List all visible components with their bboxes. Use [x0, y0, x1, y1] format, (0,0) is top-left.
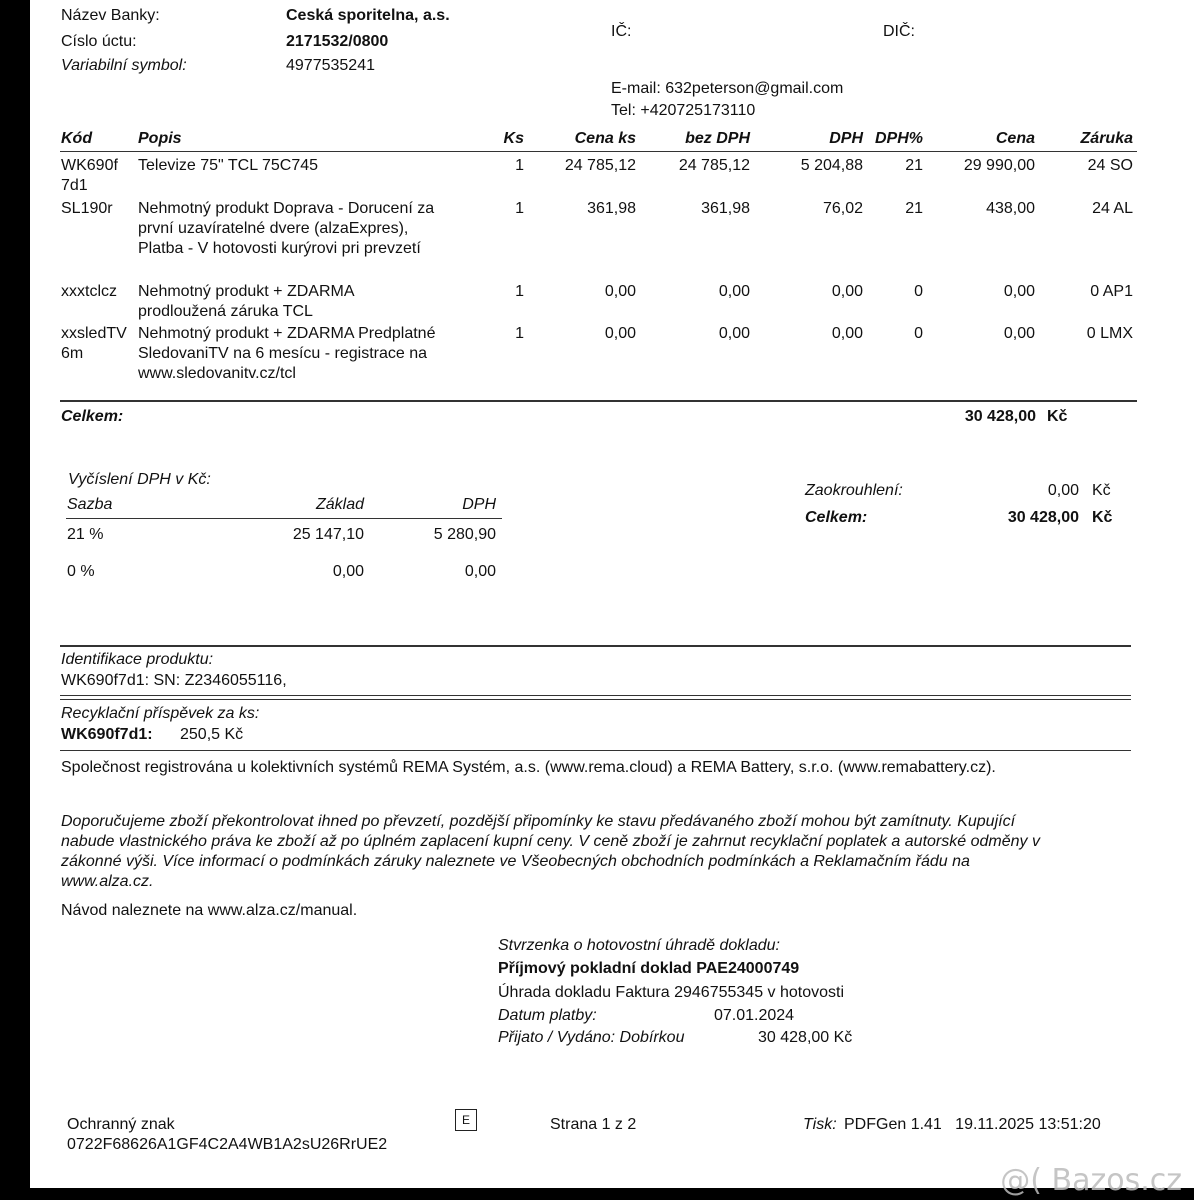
rounding-value: 0,00	[1047, 482, 1079, 499]
account-label: Císlo úctu:	[61, 33, 137, 50]
product-id-value: WK690f7d1: SN: Z2346055116,	[61, 672, 287, 689]
vat-row2-vat: 0,00	[464, 563, 496, 580]
dic-label: DIČ:	[883, 23, 915, 40]
row3-cena-ks: 0,00	[604, 283, 636, 300]
recommend-line-3: zákonné výši. Více informací o podmínkách záruky naleznete ve Všeobecných obchodních podmínkách a Reklamačním řádu na	[61, 853, 970, 870]
bank-name-label: Název Banky:	[61, 7, 160, 24]
vs-value: 4977535241	[286, 57, 375, 74]
vat-row1-base: 25 147,10	[292, 526, 364, 543]
row4-desc: Nehmotný produkt + ZDARMA Predplatné SledovaniTV na 6 mesícu - registrace na www.sledovanitv.cz/tcl	[138, 325, 436, 382]
recycling-code: WK690f7d1:	[61, 726, 153, 743]
receipt-date-label: Datum platby:	[498, 1007, 597, 1024]
row1-code: WK690f 7d1	[61, 157, 118, 194]
row2-ks: 1	[515, 200, 524, 217]
row3-bez-dph: 0,00	[718, 283, 750, 300]
row2-code: SL190r	[61, 200, 113, 217]
summary-total-label: Celkem:	[805, 509, 868, 526]
vat-header-sazba: Sazba	[67, 496, 113, 513]
ic-label: IČ:	[611, 23, 632, 40]
footer-print-value: PDFGen 1.41 19.11.2025 13:51:20	[844, 1116, 1101, 1133]
table-total-currency: Kč	[1047, 408, 1068, 425]
row3-code: xxxtclcz	[61, 283, 117, 300]
vat-row1-rate: 21 %	[67, 526, 104, 543]
row4-code: xxsledTV 6m	[61, 325, 127, 362]
summary-total-currency: Kč	[1092, 509, 1113, 526]
manual-note: Návod naleznete na www.alza.cz/manual.	[61, 902, 358, 919]
footer-mark-value: 0722F68626A1GF4C2A4WB1A2sU26RrUE2	[67, 1136, 388, 1153]
row3-dph-pct: 0	[914, 283, 923, 300]
summary-total-value: 30 428,00	[1007, 509, 1079, 526]
vat-header-rule	[66, 518, 502, 519]
row4-ks: 1	[515, 325, 524, 342]
row2-bez-dph: 361,98	[701, 200, 750, 217]
receipt-received-label: Přijato / Vydáno: Dobírkou	[498, 1029, 685, 1046]
col-header-dph-pct: DPH%	[874, 130, 923, 147]
row4-zaruka: 0 LMX	[1086, 325, 1133, 342]
product-id-bottom-rule-2	[60, 699, 1131, 700]
table-total-label: Celkem:	[61, 408, 124, 425]
recommend-line-1: Doporučujeme zboží překontrolovat ihned po převzetí, pozdější připomínky ke stavu předávaného zboží mohou být zamítnuty. Kupující	[61, 813, 1016, 830]
bazos-watermark: @( Bazos.cz	[1000, 1163, 1182, 1198]
vat-title: Vyčíslení DPH v Kč:	[68, 471, 211, 488]
col-header-popis: Popis	[138, 130, 182, 147]
recycling-value: 250,5 Kč	[180, 726, 244, 743]
row4-dph-pct: 0	[914, 325, 923, 342]
email: E-mail: 632peterson@gmail.com	[611, 80, 844, 97]
row1-dph-pct: 21	[905, 157, 923, 174]
row1-bez-dph: 24 785,12	[678, 157, 750, 174]
col-header-ks: Ks	[503, 130, 524, 147]
row4-dph: 0,00	[831, 325, 863, 342]
footer-page: Strana 1 z 2	[550, 1116, 637, 1133]
col-header-cena: Cena	[995, 130, 1035, 147]
recommend-line-2: nabude vlastnického práva ke zboží až po úplném zaplacení kupní ceny. V ceně zboží je zahrnut recyklační poplatek a autorské odměny v	[61, 833, 1040, 850]
vat-row1-vat: 5 280,90	[433, 526, 496, 543]
recommend-line-4: www.alza.cz.	[61, 873, 154, 890]
row1-cena: 29 990,00	[963, 157, 1035, 174]
col-header-dph: DPH	[829, 130, 863, 147]
rema-note: Společnost registrována u kolektivních systémů REMA Systém, a.s. (www.rema.cloud) a REMA Battery, s.r.o. (www.remabattery.cz).	[61, 759, 996, 776]
table-total-rule	[60, 400, 1137, 402]
tel: Tel: +420725173110	[611, 102, 756, 119]
col-header-kod: Kód	[61, 130, 93, 147]
row4-cena-ks: 0,00	[604, 325, 636, 342]
col-header-zaruka: Záruka	[1080, 130, 1133, 147]
receipt-title: Stvrzenka o hotovostní úhradě dokladu:	[498, 937, 780, 954]
col-header-cena-ks: Cena ks	[574, 130, 636, 147]
receipt-date-value: 07.01.2024	[714, 1007, 795, 1024]
product-id-bottom-rule-1	[60, 695, 1131, 696]
vat-header-dph: DPH	[462, 496, 496, 513]
row2-dph: 76,02	[822, 200, 863, 217]
rounding-label: Zaokrouhlení:	[805, 482, 903, 499]
vat-header-zaklad: Základ	[315, 496, 364, 513]
rounding-currency: Kč	[1092, 482, 1111, 499]
invoice-page	[30, 0, 1194, 1188]
receipt-payment: Úhrada dokladu Faktura 2946755345 v hotovosti	[498, 984, 845, 1001]
row1-zaruka: 24 SO	[1087, 157, 1133, 174]
row3-dph: 0,00	[831, 283, 863, 300]
e-mark-icon: E	[455, 1109, 477, 1131]
account-value: 2171532/0800	[286, 33, 389, 50]
row3-cena: 0,00	[1003, 283, 1035, 300]
vs-label: Variabilní symbol:	[61, 57, 187, 74]
row1-ks: 1	[515, 157, 524, 174]
recycling-label: Recyklační příspěvek za ks:	[61, 705, 260, 722]
row1-desc: Televize 75" TCL 75C745	[138, 157, 319, 174]
row2-zaruka: 24 AL	[1092, 200, 1133, 217]
product-id-label: Identifikace produktu:	[61, 651, 214, 668]
vat-row2-base: 0,00	[332, 563, 364, 580]
table-header-rule	[60, 151, 1137, 152]
recycling-rule	[60, 750, 1131, 751]
footer-mark-label: Ochranný znak	[67, 1116, 175, 1133]
col-header-bez-dph: bez DPH	[685, 130, 750, 147]
vat-row2-rate: 0 %	[67, 563, 95, 580]
row2-dph-pct: 21	[905, 200, 923, 217]
bank-name-value: Ceská sporitelna, a.s.	[286, 7, 450, 24]
receipt-doc: Příjmový pokladní doklad PAE24000749	[498, 960, 800, 977]
receipt-received-value: 30 428,00 Kč	[758, 1029, 853, 1046]
footer-print-label: Tisk:	[803, 1116, 837, 1133]
row3-desc: Nehmotný produkt + ZDARMA prodloužená záruka TCL	[138, 283, 354, 320]
row3-zaruka: 0 AP1	[1090, 283, 1133, 300]
product-id-rule	[60, 645, 1131, 647]
table-total-value: 30 428,00	[964, 408, 1036, 425]
row2-cena: 438,00	[986, 200, 1035, 217]
row1-cena-ks: 24 785,12	[564, 157, 636, 174]
row2-cena-ks: 361,98	[587, 200, 636, 217]
row3-ks: 1	[515, 283, 524, 300]
row1-dph: 5 204,88	[800, 157, 863, 174]
row4-bez-dph: 0,00	[718, 325, 750, 342]
row4-cena: 0,00	[1003, 325, 1035, 342]
row2-desc: Nehmotný produkt Doprava - Dorucení za první uzavíratelné dvere (alzaExpres), Platba - V hotovosti kurýrovi pri prevzetí	[138, 200, 435, 257]
